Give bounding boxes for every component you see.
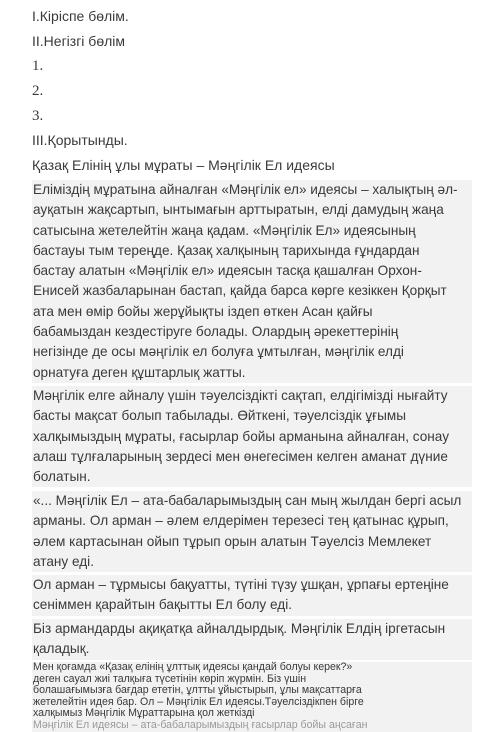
outline-conclusion: III.Қорытынды. xyxy=(32,132,128,148)
document-title: Қазақ Елінің ұлы мұраты – Мәңгілік Ел идеясы xyxy=(32,157,335,173)
paragraph-line: бабамыздан кездестіруге болады. Олардың әрекеттерінің xyxy=(33,324,399,340)
paragraph-line: халқымыз Мәңгілік Мұраттарына қол жеткізді xyxy=(33,707,255,720)
paragraph-line: Мәңгілік елге айналу үшін тәуелсіздікті сақтап, елдігімізді нығайту xyxy=(33,388,448,403)
paragraph-line: арманы. Ол арман – әлем елдерімен терезесі тең қатынас құрып, xyxy=(33,513,449,529)
paragraph-line: қаладық. xyxy=(33,641,90,657)
paragraph-line: сеніммен қарайтын бақытты Ел болу еді. xyxy=(33,597,292,613)
paragraph-line: Енисей жазбаларынан бастап, қайда барса көрге кезіккен Қорқыт xyxy=(33,283,447,299)
paragraph-line: халқымыздың мұраты, ғасырлар бойы арманына айналған, сонау xyxy=(33,428,450,444)
paragraph-line: болашағымызға бағдар ететін, ұлтты ұйыстырып, ұлы мақсаттарға xyxy=(33,684,362,697)
paragraph-1 xyxy=(32,180,472,383)
paragraph-line: алаш тұлғаларының зердесі мен өнегесімен келген аманат дүние xyxy=(33,448,448,464)
paragraph-line: ата мен өмір бойы жерұйықты іздеп өткен Асан қайғы xyxy=(33,303,373,319)
paragraph-line: Еліміздің мұратына айналған «Мәңгілік ел» идеясы – халықтың әл- xyxy=(33,182,458,197)
paragraph-line: Ол арман – тұрмысы бақуатты, түтіні түзу ұшқан, ұрпағы ертеңіне xyxy=(33,577,449,592)
paragraph-line: басты мақсат болып табылады. Өйткені, тәуелсіздік ұғымы xyxy=(33,408,407,424)
paragraph-line: негізінде де осы мәңгілік ел болуға ұмтылған, мәңгілік елді xyxy=(33,344,404,360)
paragraph-line: ауқатын жақсартып, ынтымағын арттыратын, елді дамудың жаңа xyxy=(33,202,444,218)
paragraph-line: деген сауал жиі талқыға түсетінін көріп жүрмін. Біз үшін xyxy=(33,672,307,685)
paragraph-line: орнатуға деген құштарлық жатты. xyxy=(33,364,246,380)
paragraph-4 xyxy=(32,575,472,616)
paragraph-line: бастау алатын «Мәңгілік ел» идеясын тасқа қашалған Орхон- xyxy=(33,263,422,279)
paragraph-line: «... Мәңгілік Ел – ата-бабаларымыздың сан мың жылдан бергі асыл xyxy=(33,493,462,508)
outline-intro: I.Кіріспе бөлім. xyxy=(32,8,129,24)
paragraph-3 xyxy=(32,491,472,572)
paragraph-line: Мен қоғамда «Қазақ елінің ұлттық идеясы қандай болуы керек?» xyxy=(33,661,353,673)
paragraph-2 xyxy=(32,386,472,487)
paragraph-line: Біз армандарды ақиқатқа айналдырдық. Мәңгілік Елдің іргетасын xyxy=(33,621,446,636)
paragraph-line: жетелейтін идея бар. Ол – Мәңгілік Ел идеясы.Тәуелсіздікпен бірге xyxy=(33,695,364,708)
paragraph-line: сатысына жетелейтін жаңа қадам. «Мәңгілік Ел» идеясының xyxy=(33,222,416,238)
paragraph-line: әлем картасынан ойып тұрып орын алатын Тәуелсіз Мемлекет xyxy=(33,533,432,549)
paragraph-line: атану еді. xyxy=(33,553,94,569)
paragraph-line: болатын. xyxy=(33,469,91,485)
paragraph-5 xyxy=(32,619,472,660)
outline-item-2: 2. xyxy=(32,83,44,99)
outline-item-1: 1. xyxy=(32,58,44,74)
paragraph-line: бастауы тым тереңде. Қазақ халқының тарихында ғұндардан xyxy=(33,242,420,258)
paragraph-6 xyxy=(32,662,472,732)
outline-main: II.Негізгі бөлім xyxy=(32,33,126,49)
outline-item-3: 3. xyxy=(32,108,44,124)
cutoff-line: Мәңгілік Ел идеясы – ата-бабаларымыздың ғасырлар бойы аңсаған xyxy=(33,718,368,731)
